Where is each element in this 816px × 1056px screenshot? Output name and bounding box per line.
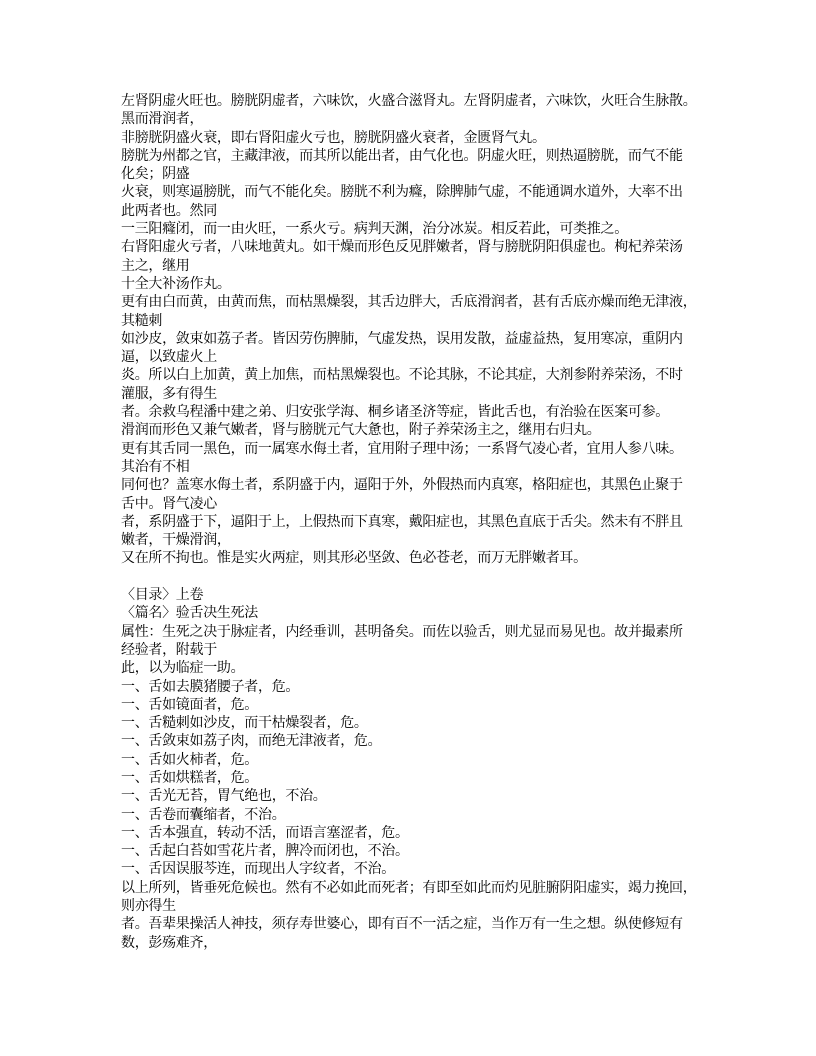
text-line: 炎。所以白上加黄，黄上加焦，而枯黑燥裂也。不论其脉，不论其症，大剂参附养荣汤，不时: [121, 368, 683, 384]
text-line: 更有由白而黄，由黄而焦，而枯黑燥裂，其舌边胖大，舌底滑润者，甚有舌底亦燥而绝无津液，: [121, 295, 697, 311]
text-line: 一、舌光无苔，胃气绝也，不治。: [121, 789, 327, 805]
text-line: 左肾阴虚火旺也。膀胱阴虚者，六味饮，火盛合滋肾丸。左肾阴虚者，六味饮，火旺合生脉散。: [121, 94, 697, 109]
text-line: 滑润而形色又兼气嫩者，肾与膀胱元气大惫也，附子养荣汤主之，继用右归丸。: [121, 423, 601, 439]
text-line: 逼，以致虚火上: [121, 350, 217, 366]
text-line: 一、舌起白苔如雪花片者，脾冷而闭也，不治。: [121, 844, 409, 860]
text-line: 者，系阴盛于下，逼阳于上，上假热而下真寒，戴阳症也，其黑色直底于舌尖。然未有不胖且: [121, 514, 683, 530]
text-line: 一、舌卷而囊缩者，不治。: [121, 807, 286, 823]
text-line: 右肾阳虚火亏者，八味地黄丸。如干燥而形色反见胖嫩者，肾与膀胱阴阳俱虚也。枸杞养荣汤: [121, 240, 683, 256]
text-line: 一、舌如火柿者，危。: [121, 752, 258, 768]
text-line: 嫩者，干燥滑润，: [121, 533, 231, 549]
text-line: 以上所列，皆垂死危候也。然有不必如此而死者；有即至如此而灼见脏腑阴阳虚实，竭力挽回，: [121, 880, 697, 896]
text-line: 化矣；阴盛: [121, 167, 190, 183]
text-line: 其糙刺: [121, 313, 163, 329]
text-line: 此，以为临症一助。: [121, 661, 245, 677]
text-line: 数，彭殇难齐，: [121, 935, 217, 951]
text-line: 火衰，则寒逼膀胱，而气不能化矣。膀胱不利为癃，除脾肺气虚，不能通调水道外，大率不出: [121, 185, 683, 201]
text-line: 膀胱为州都之官，主藏津液，而其所以能出者，由气化也。阴虚火旺，则热逼膀胱，而气不能: [121, 148, 683, 164]
text-line: 经验者，附载于: [121, 642, 217, 658]
text-line: 非膀胱阴盛火衰，即右肾阳虚火亏也，膀胱阴盛火衰者，金匮肾气丸。: [121, 130, 546, 146]
text-line: 一、舌本强直，转动不活，而语言塞涩者，危。: [121, 825, 409, 841]
text-line: 一、舌敛束如荔子肉，而绝无津液者，危。: [121, 734, 382, 750]
text-line: 一三阳癃闭，而一由火旺，一系火亏。病判天渊，治分冰炭。相反若此，可类推之。: [121, 222, 628, 238]
text-line: 者。余救乌程潘中建之弟、归安张学海、桐乡诸圣济等症，皆此舌也，有治验在医案可参。: [121, 405, 669, 421]
text-line: 十全大补汤作丸。: [121, 276, 231, 292]
text-line: 主之，继用: [121, 258, 190, 274]
text-line: 一、舌如去膜猪腰子者，危。: [121, 679, 300, 695]
text-line: 此两者也。然同: [121, 203, 217, 219]
document-text-block: [121, 93, 761, 953]
text-line: 者。吾辈果操活人神技，须存寿世婆心，即有百不一活之症，当作万有一生之想。纵使修短有: [121, 917, 683, 933]
text-line: 同何也？盖寒水侮土者，系阴盛于内，逼阳于外，外假热而内真寒，格阳症也，其黑色止聚于: [121, 478, 683, 494]
text-line: [121, 569, 761, 587]
text-line: 一、舌如烘糕者，危。: [121, 770, 258, 786]
text-line: 舌中。肾气凌心: [121, 496, 217, 512]
text-line: 更有其舌同一黑色，而一属寒水侮土者，宜用附子理中汤；一系肾气凌心者，宜用人参八味。: [121, 441, 683, 457]
text-line: 灌服，多有得生: [121, 386, 217, 402]
text-line: 〈篇名〉验舌决生死法: [121, 606, 258, 622]
text-line: 一、舌因误服芩连，而现出人字纹者，不治。: [121, 862, 395, 878]
text-line: 又在所不拘也。惟是实火两症，则其形必坚敛、色必苍老，而万无胖嫩者耳。: [121, 551, 587, 567]
text-line: 一、舌糙刺如沙皮，而干枯燥裂者，危。: [121, 716, 368, 732]
text-line: 如沙皮，敛束如荔子者。皆因劳伤脾肺，气虚发热，误用发散，益虚益热，复用寒凉，重阴内: [121, 331, 683, 347]
text-line: 一、舌如镜面者，危。: [121, 697, 258, 713]
text-line: 则亦得生: [121, 899, 176, 915]
text-line: 黑而滑润者，: [121, 112, 204, 128]
text-line: 其治有不相: [121, 459, 190, 475]
text-line: 属性：生死之决于脉症者，内经垂训，甚明备矣。而佐以验舌，则尤显而易见也。故并撮素所: [121, 624, 683, 640]
text-line: 〈目录〉上卷: [121, 588, 204, 604]
